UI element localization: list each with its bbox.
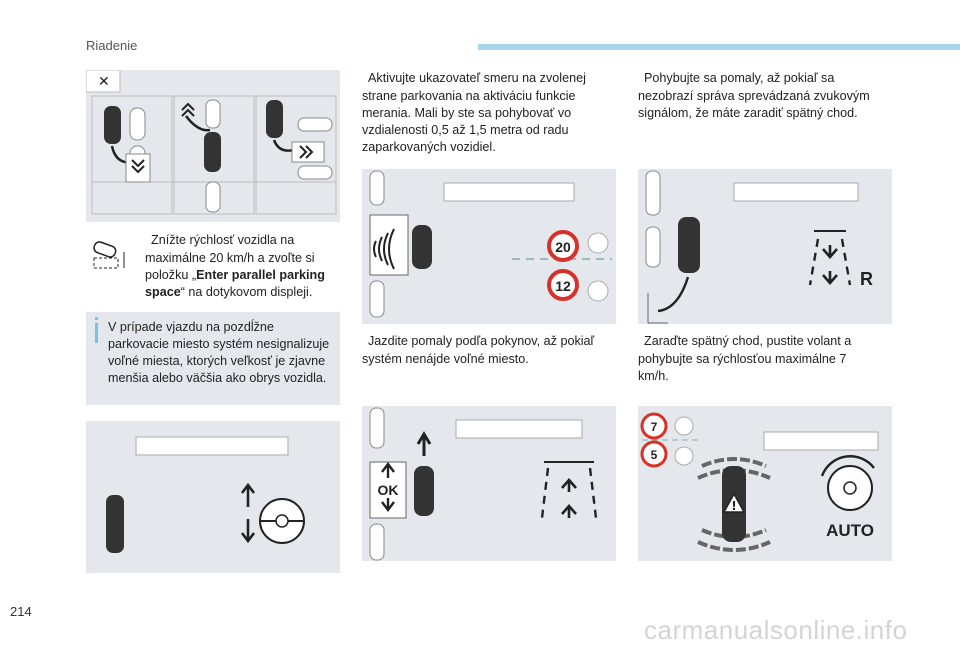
figure-reverse-prompt	[638, 169, 892, 324]
menu-item-name: Enter parallel parking space	[145, 268, 325, 299]
speed-high-label: 20	[555, 239, 571, 255]
speed-5-label: 5	[650, 448, 658, 462]
svg-text:!: !	[731, 499, 737, 513]
header-bar	[478, 44, 960, 50]
figure-searching	[362, 169, 616, 324]
reverse-gear-label: R	[860, 269, 873, 289]
figure-auto-steering	[638, 406, 892, 561]
step-drive-slowly: Jazdite pomaly podľa pokynov, až pokiaľ systém nenájde voľné miesto.	[362, 334, 595, 366]
auto-label: AUTO	[826, 521, 874, 540]
watermark: carmanualsonline.info	[644, 615, 908, 645]
info-note-text: V prípade vjazdu na pozdĺžne parkovacie miesto systém nesignalizuje voľné miesta, ktorých veľkosť je zjavne menšia alebo väčšia ako obrys vozidla.	[108, 320, 330, 385]
section-title: Riadenie	[86, 38, 138, 53]
step-reduce-speed: Znížte rýchlosť vozidla na maximálne 20 km/h a zvoľte si položku „Enter parallel parking space“ na dotykovom displeji.	[145, 233, 325, 299]
parking-modes-diagram	[86, 70, 340, 222]
step-indicator: Aktivujte ukazovateľ smeru na zvolenej strane parkovania na aktiváciu funkcie merania. Mali by ste sa pohybovať vo vzdialenosti 0,5 až 1,5 metra od radu zaparkovaných vozidiel.	[362, 71, 586, 154]
info-icon-dot	[95, 317, 98, 320]
speed-7-label: 7	[650, 420, 658, 434]
parallel-parking-icon	[88, 238, 132, 274]
info-icon	[95, 323, 98, 343]
svg-text:✕: ✕	[98, 74, 110, 90]
figure-space-found	[362, 406, 616, 561]
figure-parking-modes	[86, 70, 340, 222]
step-move-slowly: Pohybujte sa pomaly, až pokiaľ sa nezobrazí správa sprevádzaná zvukovým signálom, že máte zaradiť spätný chod.	[638, 71, 870, 120]
figure-steering	[86, 421, 340, 573]
ok-label: OK	[377, 482, 399, 498]
speed-low-label: 12	[555, 278, 571, 294]
page-number: 214	[10, 604, 32, 619]
step-reverse: Zaraďte spätný chod, pustite volant a pohybujte sa rýchlosťou maximálne 7 km/h.	[638, 334, 852, 383]
